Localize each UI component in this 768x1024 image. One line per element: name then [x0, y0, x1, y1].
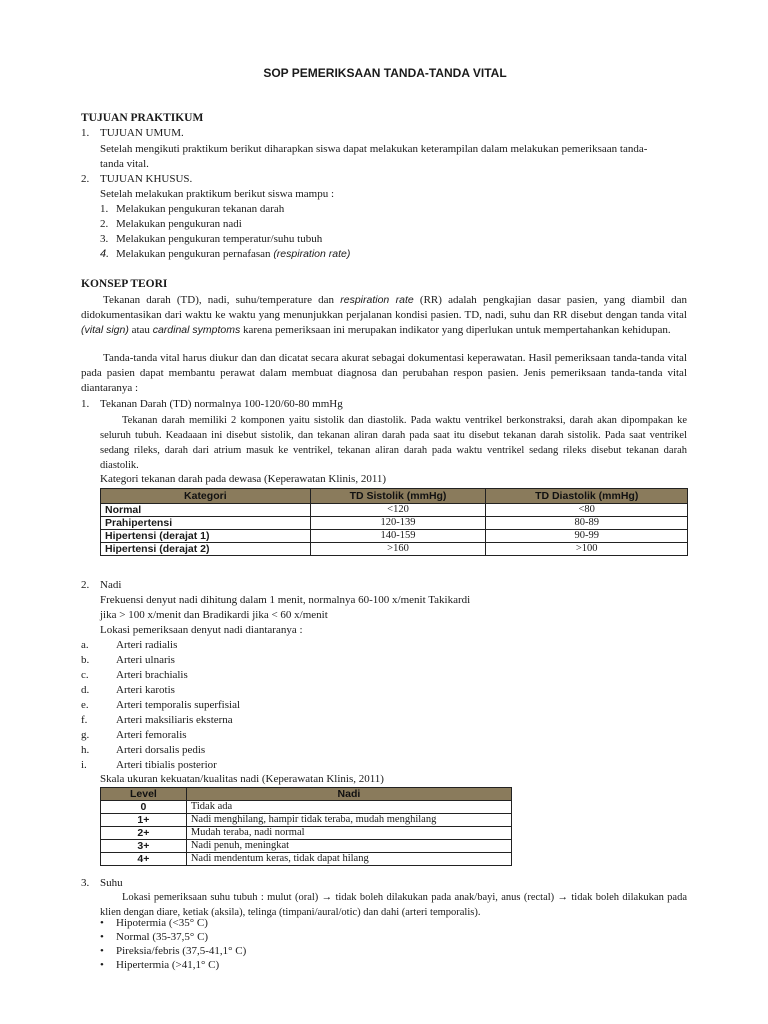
nadi-line-1: Frekuensi denyut nadi dihitung dalam 1 menit, normalnya 60-100 x/menit Takikardi — [100, 594, 471, 606]
item-number: 2. — [81, 579, 90, 591]
table-cell: >160 — [310, 543, 486, 556]
location-letter: i. — [81, 759, 87, 771]
tujuan-umum-text-line1: Setelah mengikuti praktikum berikut diharapkan siswa dapat melakukan keterampilan dalam melakukan pemeriksaan tanda- — [100, 143, 648, 155]
suhu-bullet-item: Pireksia/febris (37,5-41,1° C) — [116, 945, 247, 957]
suhu-bullet-item: Normal (35-37,5° C) — [116, 931, 209, 943]
td-table-caption: Kategori tekanan darah pada dewasa (Keperawatan Klinis, 2011) — [100, 473, 387, 485]
location-item: Arteri brachialis — [116, 669, 188, 681]
table-header-row — [101, 788, 512, 801]
p1-text-a: Tekanan darah (TD), nadi, suhu/temperature dan — [103, 294, 335, 306]
location-item: Arteri karotis — [116, 684, 175, 696]
location-letter: c. — [81, 669, 89, 681]
table-cell: >100 — [486, 543, 688, 556]
table-cell: Nadi penuh, meningkat — [186, 840, 511, 853]
table-cell: 90-99 — [486, 530, 688, 543]
location-item: Arteri femoralis — [116, 729, 187, 741]
suhu-paragraph: Lokasi pemeriksaan suhu tubuh : mulut (oral) → tidak boleh dilakukan pada anak/bayi, anus (rectal) → tidak boleh dilakukan pada klien dengan diare, ketiak (aksila), telinga (timpani/aural/otic) dan dahi (arteri temporalis). — [100, 892, 687, 918]
table-row — [101, 530, 688, 543]
location-letter: a. — [81, 639, 89, 651]
location-letter: f. — [81, 714, 88, 726]
location-letter: b. — [81, 654, 90, 666]
section-heading-konsep: KONSEP TEORI — [81, 278, 168, 290]
td-paragraph: Tekanan darah memiliki 2 komponen yaitu sistolik dan diastolik. Pada waktu ventrikel berkonstraksi, darah akan dipompakan ke seluruh tubuh. Keadaaan ini disebut sistolik, dan tekanan aliran darah pada saat itu disebut tekanan darah sistolik. Pada saat ventrikel sedang rileks, darah dari atrium masuk ke ventrikel, tekanan aliran darah pada waktu ventrikel sedang rileks disebut tekanan darah diastolik. — [100, 415, 687, 471]
location-item: Arteri dorsalis pedis — [116, 744, 206, 756]
table-cell: Tidak ada — [186, 801, 511, 814]
item-number: 3. — [81, 877, 90, 889]
table-cell: Hipertensi (derajat 2) — [101, 543, 311, 556]
list-item: Melakukan pengukuran tekanan darah — [116, 203, 285, 215]
list-item-text: Melakukan pengukuran pernafasan — [116, 248, 271, 260]
suhu-bullet-item: Hipertermia (>41,1° C) — [116, 959, 220, 971]
item-label-tujuan-umum: TUJUAN UMUM. — [100, 127, 184, 139]
location-item: Arteri radialis — [116, 639, 178, 651]
table-header-cell: TD Diastolik (mmHg) — [486, 489, 688, 504]
table-header-row — [101, 489, 688, 504]
table-row — [101, 853, 512, 866]
table-row — [101, 827, 512, 840]
table-cell: 80-89 — [486, 517, 688, 530]
table-cell: Mudah teraba, nadi normal — [186, 827, 511, 840]
p1-italic-vital-sign: (vital sign) — [81, 324, 129, 336]
table-cell: 3+ — [101, 840, 187, 853]
suhu-heading: Suhu — [100, 877, 123, 889]
konsep-paragraph-2: Tanda-tanda vital harus diukur dan dan dicatat secara akurat sebagai dokumentasi keperawatan. Hasil pemeriksaan tanda-tanda vital pada pasien dapat membantu perawat dalam membuat diagnosa dan perubahan respon pasien. Jenis pemeriksaan tanda-tanda vital diantaranya : — [81, 352, 687, 394]
table-cell: Nadi mendentum keras, tidak dapat hilang — [186, 853, 511, 866]
table-cell: Nadi menghilang, hampir tidak teraba, mudah menghilang — [186, 814, 511, 827]
list-item: Melakukan pengukuran temperatur/suhu tubuh — [116, 233, 323, 245]
table-row — [101, 840, 512, 853]
bullet-icon: • — [100, 945, 104, 957]
tujuan-umum-text-line2: tanda vital. — [100, 158, 149, 170]
location-item: Arteri tibialis posterior — [116, 759, 217, 771]
td-heading: Tekanan Darah (TD) normalnya 100-120/60-80 mmHg — [100, 398, 343, 410]
table-cell: 140-159 — [310, 530, 486, 543]
item-number: 1. — [81, 127, 90, 139]
table-row — [101, 504, 688, 517]
table-row — [101, 814, 512, 827]
item-number: 1. — [81, 398, 90, 410]
bp-category-table — [100, 488, 688, 556]
list-number: 4. — [100, 248, 110, 260]
table-cell: 4+ — [101, 853, 187, 866]
location-letter: d. — [81, 684, 90, 696]
tujuan-khusus-intro: Setelah melakukan praktikum berikut siswa mampu : — [100, 188, 335, 200]
location-item: Arteri ulnaris — [116, 654, 175, 666]
table-cell: 0 — [101, 801, 187, 814]
list-number: 1. — [100, 203, 109, 215]
suhu-bullet-item: Hipotermia (<35° C) — [116, 917, 208, 929]
table-header-cell: Nadi — [186, 788, 511, 801]
bullet-icon: • — [100, 959, 104, 971]
section-heading-tujuan: TUJUAN PRAKTIKUM — [81, 112, 204, 124]
bullet-icon: • — [100, 931, 104, 943]
nadi-heading: Nadi — [100, 579, 122, 591]
document-title: SOP PEMERIKSAAN TANDA-TANDA VITAL — [263, 66, 507, 80]
location-letter: h. — [81, 744, 90, 756]
table-cell: 2+ — [101, 827, 187, 840]
table-row — [101, 801, 512, 814]
konsep-paragraph-1 — [81, 293, 687, 338]
location-letter: g. — [81, 729, 90, 741]
p1-text-b: (RR) adalah pengkajian dasar pasien, yang diambil dan didokumentasikan dari waktu ke waktu yang menunjukkan perjalanan kondisi pasien. TD, nadi, suhu dan RR disebut dengan tanda vital — [81, 294, 688, 321]
table-cell: <80 — [486, 504, 688, 517]
list-item-italic: (respiration rate) — [273, 248, 351, 260]
bullet-icon: • — [100, 917, 104, 929]
nadi-line-3: Lokasi pemeriksaan denyut nadi diantaranya : — [100, 624, 303, 636]
table-header-cell: Level — [101, 788, 187, 801]
p1-italic-respiration: respiration rate — [340, 294, 414, 306]
pulse-scale-table — [100, 787, 512, 866]
table-cell: 1+ — [101, 814, 187, 827]
table-cell: <120 — [310, 504, 486, 517]
table-header-cell: TD Sistolik (mmHg) — [310, 489, 486, 504]
table-cell: Normal — [101, 504, 311, 517]
item-number: 2. — [81, 173, 90, 185]
table-row — [101, 543, 688, 556]
table-header-cell: Kategori — [101, 489, 311, 504]
location-item: Arteri temporalis superfisial — [116, 699, 241, 711]
item-label-tujuan-khusus: TUJUAN KHUSUS. — [100, 173, 193, 185]
table-row — [101, 517, 688, 530]
table-cell: Prahipertensi — [101, 517, 311, 530]
list-number: 2. — [100, 218, 109, 230]
nadi-line-2: jika > 100 x/menit dan Bradikardi jika < 60 x/menit — [100, 609, 328, 621]
p1-italic-cardinal: cardinal symptoms — [152, 324, 241, 336]
p1-text-d: karena pemeriksaan ini merupakan indikator yang diperlukan untuk mempertahankan kehidupan. — [242, 324, 671, 336]
location-letter: e. — [81, 699, 89, 711]
location-item: Arteri maksiliaris eksterna — [116, 714, 233, 726]
list-item: Melakukan pengukuran nadi — [116, 218, 242, 230]
table-cell: Hipertensi (derajat 1) — [101, 530, 311, 543]
table-cell: 120-139 — [310, 517, 486, 530]
list-item — [116, 248, 350, 260]
list-number: 3. — [100, 233, 109, 245]
p1-text-c: atau — [131, 324, 150, 336]
nadi-table-caption: Skala ukuran kekuatan/kualitas nadi (Keperawatan Klinis, 2011) — [100, 773, 384, 785]
